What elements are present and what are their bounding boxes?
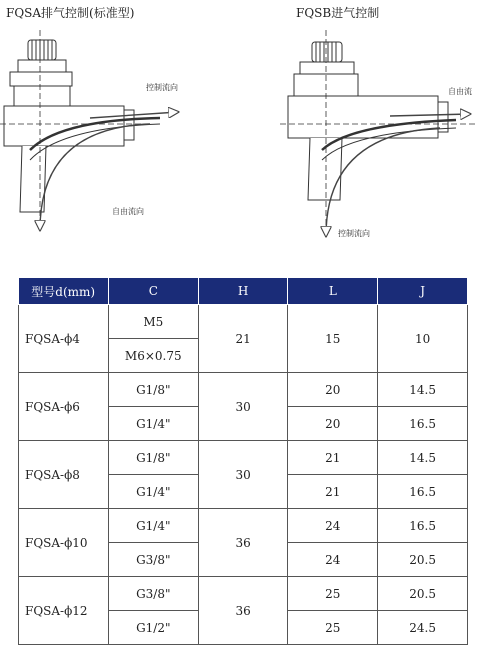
l-cell: 21 <box>288 441 378 475</box>
j-cell: 20.5 <box>378 577 468 611</box>
table-header-row <box>19 278 468 305</box>
table-row <box>19 305 468 339</box>
table-row <box>19 441 468 475</box>
header-c: C <box>108 278 198 305</box>
left-free-flow-label: 自由流向 <box>112 207 144 216</box>
valve-diagrams <box>0 0 478 270</box>
c-cell: G1/2" <box>108 611 198 645</box>
l-cell: 21 <box>288 475 378 509</box>
table-row <box>19 577 468 611</box>
l-cell: 24 <box>288 543 378 577</box>
model-cell: FQSA-ϕ10 <box>19 509 109 577</box>
right-control-flow-arrow <box>326 128 440 236</box>
j-cell: 20.5 <box>378 543 468 577</box>
h-cell: 30 <box>198 441 288 509</box>
l-cell: 24 <box>288 509 378 543</box>
j-cell: 16.5 <box>378 509 468 543</box>
right-control-flow-label: 控制流向 <box>338 229 370 238</box>
h-cell: 30 <box>198 373 288 441</box>
c-cell: G1/4" <box>108 509 198 543</box>
left-diagram-title: FQSA排气控制(标准型) <box>6 6 135 20</box>
c-cell: G1/8" <box>108 441 198 475</box>
l-cell: 15 <box>288 305 378 373</box>
j-cell: 10 <box>378 305 468 373</box>
table-row <box>19 509 468 543</box>
j-cell: 14.5 <box>378 441 468 475</box>
right-free-flow-label: 自由流 <box>448 87 472 96</box>
right-valve-drawing <box>280 30 478 232</box>
j-cell: 16.5 <box>378 407 468 441</box>
l-cell: 25 <box>288 577 378 611</box>
model-cell: FQSA-ϕ12 <box>19 577 109 645</box>
spec-table <box>18 277 468 645</box>
left-valve-drawing <box>0 30 160 230</box>
model-cell: FQSA-ϕ8 <box>19 441 109 509</box>
c-cell: G1/4" <box>108 475 198 509</box>
c-cell: G3/8" <box>108 577 198 611</box>
header-model: 型号d(mm) <box>19 278 109 305</box>
l-cell: 20 <box>288 373 378 407</box>
table-row <box>19 373 468 407</box>
c-cell: M6×0.75 <box>108 339 198 373</box>
l-cell: 20 <box>288 407 378 441</box>
h-cell: 21 <box>198 305 288 373</box>
c-cell: G3/8" <box>108 543 198 577</box>
j-cell: 24.5 <box>378 611 468 645</box>
l-cell: 25 <box>288 611 378 645</box>
h-cell: 36 <box>198 577 288 645</box>
c-cell: G1/8" <box>108 373 198 407</box>
h-cell: 36 <box>198 509 288 577</box>
j-cell: 14.5 <box>378 373 468 407</box>
j-cell: 16.5 <box>378 475 468 509</box>
header-j: J <box>378 278 468 305</box>
c-cell: G1/4" <box>108 407 198 441</box>
header-l: L <box>288 278 378 305</box>
c-cell: M5 <box>108 305 198 339</box>
model-cell: FQSA-ϕ6 <box>19 373 109 441</box>
model-cell: FQSA-ϕ4 <box>19 305 109 373</box>
left-control-flow-label: 控制流向 <box>146 83 178 92</box>
right-diagram-title: FQSB进气控制 <box>296 6 380 20</box>
header-h: H <box>198 278 288 305</box>
